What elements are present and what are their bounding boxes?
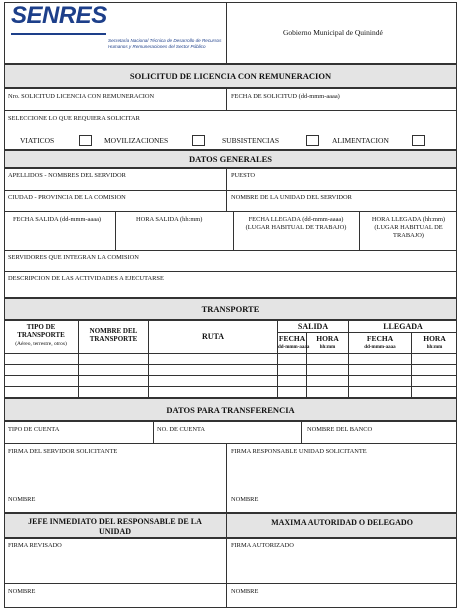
authorized-signature-label: FIRMA AUTORIZADO (231, 542, 294, 549)
departure-date-label: FECHA SALIDA (dd-mmm-aaaa) (13, 216, 102, 223)
request-number-label: Nro. SOLICITUD LICENCIA CON REMUNERACION (8, 93, 155, 100)
general-line-4 (4, 271, 457, 272)
option-viaticos-checkbox[interactable] (79, 135, 92, 146)
transport-col-5 (348, 320, 349, 398)
transport-departure-header: SALIDA (297, 322, 329, 331)
authorization-divider (226, 538, 227, 608)
arrival-time-label-1: HORA LLEGADA (hh:mm) (371, 216, 446, 223)
reviewer-name-label: NOMBRE (8, 588, 36, 595)
general-line-1 (4, 190, 457, 191)
transport-header-line (4, 353, 457, 354)
departure-date-format: dd-mmm-aaaa (278, 345, 310, 350)
account-number-label: NO. DE CUENTA (157, 426, 205, 433)
arrival-time-label-3: TRABAJO) (393, 232, 424, 239)
unit-name-label: NOMBRE (231, 496, 259, 503)
transport-row-line-1 (4, 364, 457, 365)
departure-time-header: HORA (316, 334, 339, 343)
transport-arrival-header: LLEGADA (383, 322, 423, 331)
general-line-3 (4, 250, 457, 251)
option-alimentacion-checkbox[interactable] (412, 135, 425, 146)
transfer-section-title: DATOS PARA TRANSFERENCIA (4, 398, 457, 421)
unit-label: NOMBRE DE LA UNIDAD DEL SERVIDOR (231, 194, 352, 201)
option-subsistencias-label: SUBSISTENCIAS (222, 136, 280, 145)
transport-col-3 (277, 320, 278, 398)
general-divider-2 (115, 211, 116, 250)
transport-subhead-line (277, 332, 457, 333)
transport-row-line-3 (4, 386, 457, 387)
transport-section-title: TRANSPORTE (4, 298, 457, 320)
arrival-time-format: hh:mm (426, 345, 443, 350)
general-section-title: DATOS GENERALES (4, 150, 457, 168)
servers-label: SERVIDORES QUE INTEGRAN LA COMISION (8, 254, 139, 261)
departure-time-label: HORA SALIDA (hh:mm) (136, 216, 203, 223)
option-movilizaciones-checkbox[interactable] (192, 135, 205, 146)
request-row-line (4, 110, 457, 111)
authorization-name-line (4, 583, 457, 584)
transport-type-header-1: TIPO DE (26, 323, 56, 331)
boss-title-line-2: UNIDAD (99, 527, 131, 536)
activities-label: DESCRIPCION DE LAS ACTIVIDADES A EJECUTARSE (8, 275, 164, 282)
departure-time-format: hh:mm (319, 345, 336, 350)
general-line-2 (4, 211, 457, 212)
header-divider (226, 2, 227, 64)
transfer-divider-1 (153, 421, 154, 443)
city-label: CIUDAD - PROVINCIA DE LA COMISION (8, 194, 126, 201)
request-date-label: FECHA DE SOLICITUD (dd-mmm-aaaa) (231, 93, 340, 100)
transport-type-header-3: (Aéreo, terrestre, otros) (15, 341, 67, 347)
server-signature-label: FIRMA DEL SERVIDOR SOLICITANTE (8, 448, 118, 455)
boss-title-line-1: JEFE INMEDIATO DEL RESPONSABLE DE LA (28, 517, 202, 526)
authority-title: MAXIMA AUTORIDAD O DELEGADO (271, 518, 413, 527)
arrival-date-label-1: FECHA LLEGADA (dd-mmm-aaaa) (248, 216, 344, 223)
transport-name-header-2: TRANSPORTE (89, 335, 138, 343)
transfer-divider-2 (301, 421, 302, 443)
logo-subtitle-line-2: Humanos y Remuneraciones del Sector Público (108, 44, 206, 49)
logo-subtitle-line-1: Secretaría Nacional Técnica de Desarrollo de Recursos (108, 38, 222, 43)
general-divider-1 (226, 168, 227, 211)
option-movilizaciones-label: MOVILIZACIONES (104, 136, 169, 145)
bank-name-label: NOMBRE DEL BANCO (307, 426, 373, 433)
request-divider (226, 88, 227, 110)
transfer-divider-3 (226, 443, 227, 513)
arrival-time-label-2: (LUGAR HABITUAL DE (374, 224, 443, 231)
option-viaticos-label: VIATICOS (20, 136, 55, 145)
logo-rule (11, 33, 106, 35)
transport-route-header: RUTA (201, 332, 225, 341)
select-label: SELECCIONE LO QUE REQUIERA SOLICITAR (8, 115, 140, 122)
departure-date-header: FECHA (278, 334, 306, 343)
transport-row-line-2 (4, 375, 457, 376)
authorizer-name-label: NOMBRE (231, 588, 259, 595)
account-type-label: TIPO DE CUENTA (8, 426, 60, 433)
unit-signature-label: FIRMA RESPONSABLE UNIDAD SOLICITANTE (231, 448, 367, 455)
arrival-date-format: dd-mmm-aaaa (364, 345, 396, 350)
municipality-name: Gobierno Municipal de Quinindé (283, 28, 383, 37)
transport-name-header-1: NOMBRE DEL (89, 327, 138, 335)
option-subsistencias-checkbox[interactable] (306, 135, 319, 146)
server-name-label: NOMBRE (8, 496, 36, 503)
names-label: APELLIDOS - NOMBRES DEL SERVIDOR (8, 172, 126, 179)
position-label: PUESTO (231, 172, 256, 179)
arrival-time-header: HORA (423, 334, 446, 343)
reviewed-signature-label: FIRMA REVISADO (8, 542, 62, 549)
logo-wordmark: SENRES (11, 2, 107, 29)
arrival-date-header: FECHA (366, 334, 394, 343)
option-alimentacion-label: ALIMENTACION (332, 136, 389, 145)
arrival-date-label-2: (LUGAR HABITUAL DE TRABAJO) (245, 224, 347, 231)
transport-type-header-2: TRANSPORTE (17, 331, 65, 339)
transfer-line-1 (4, 443, 457, 444)
form-title: SOLICITUD DE LICENCIA CON REMUNERACION (4, 64, 457, 88)
transport-col-2 (148, 320, 149, 398)
